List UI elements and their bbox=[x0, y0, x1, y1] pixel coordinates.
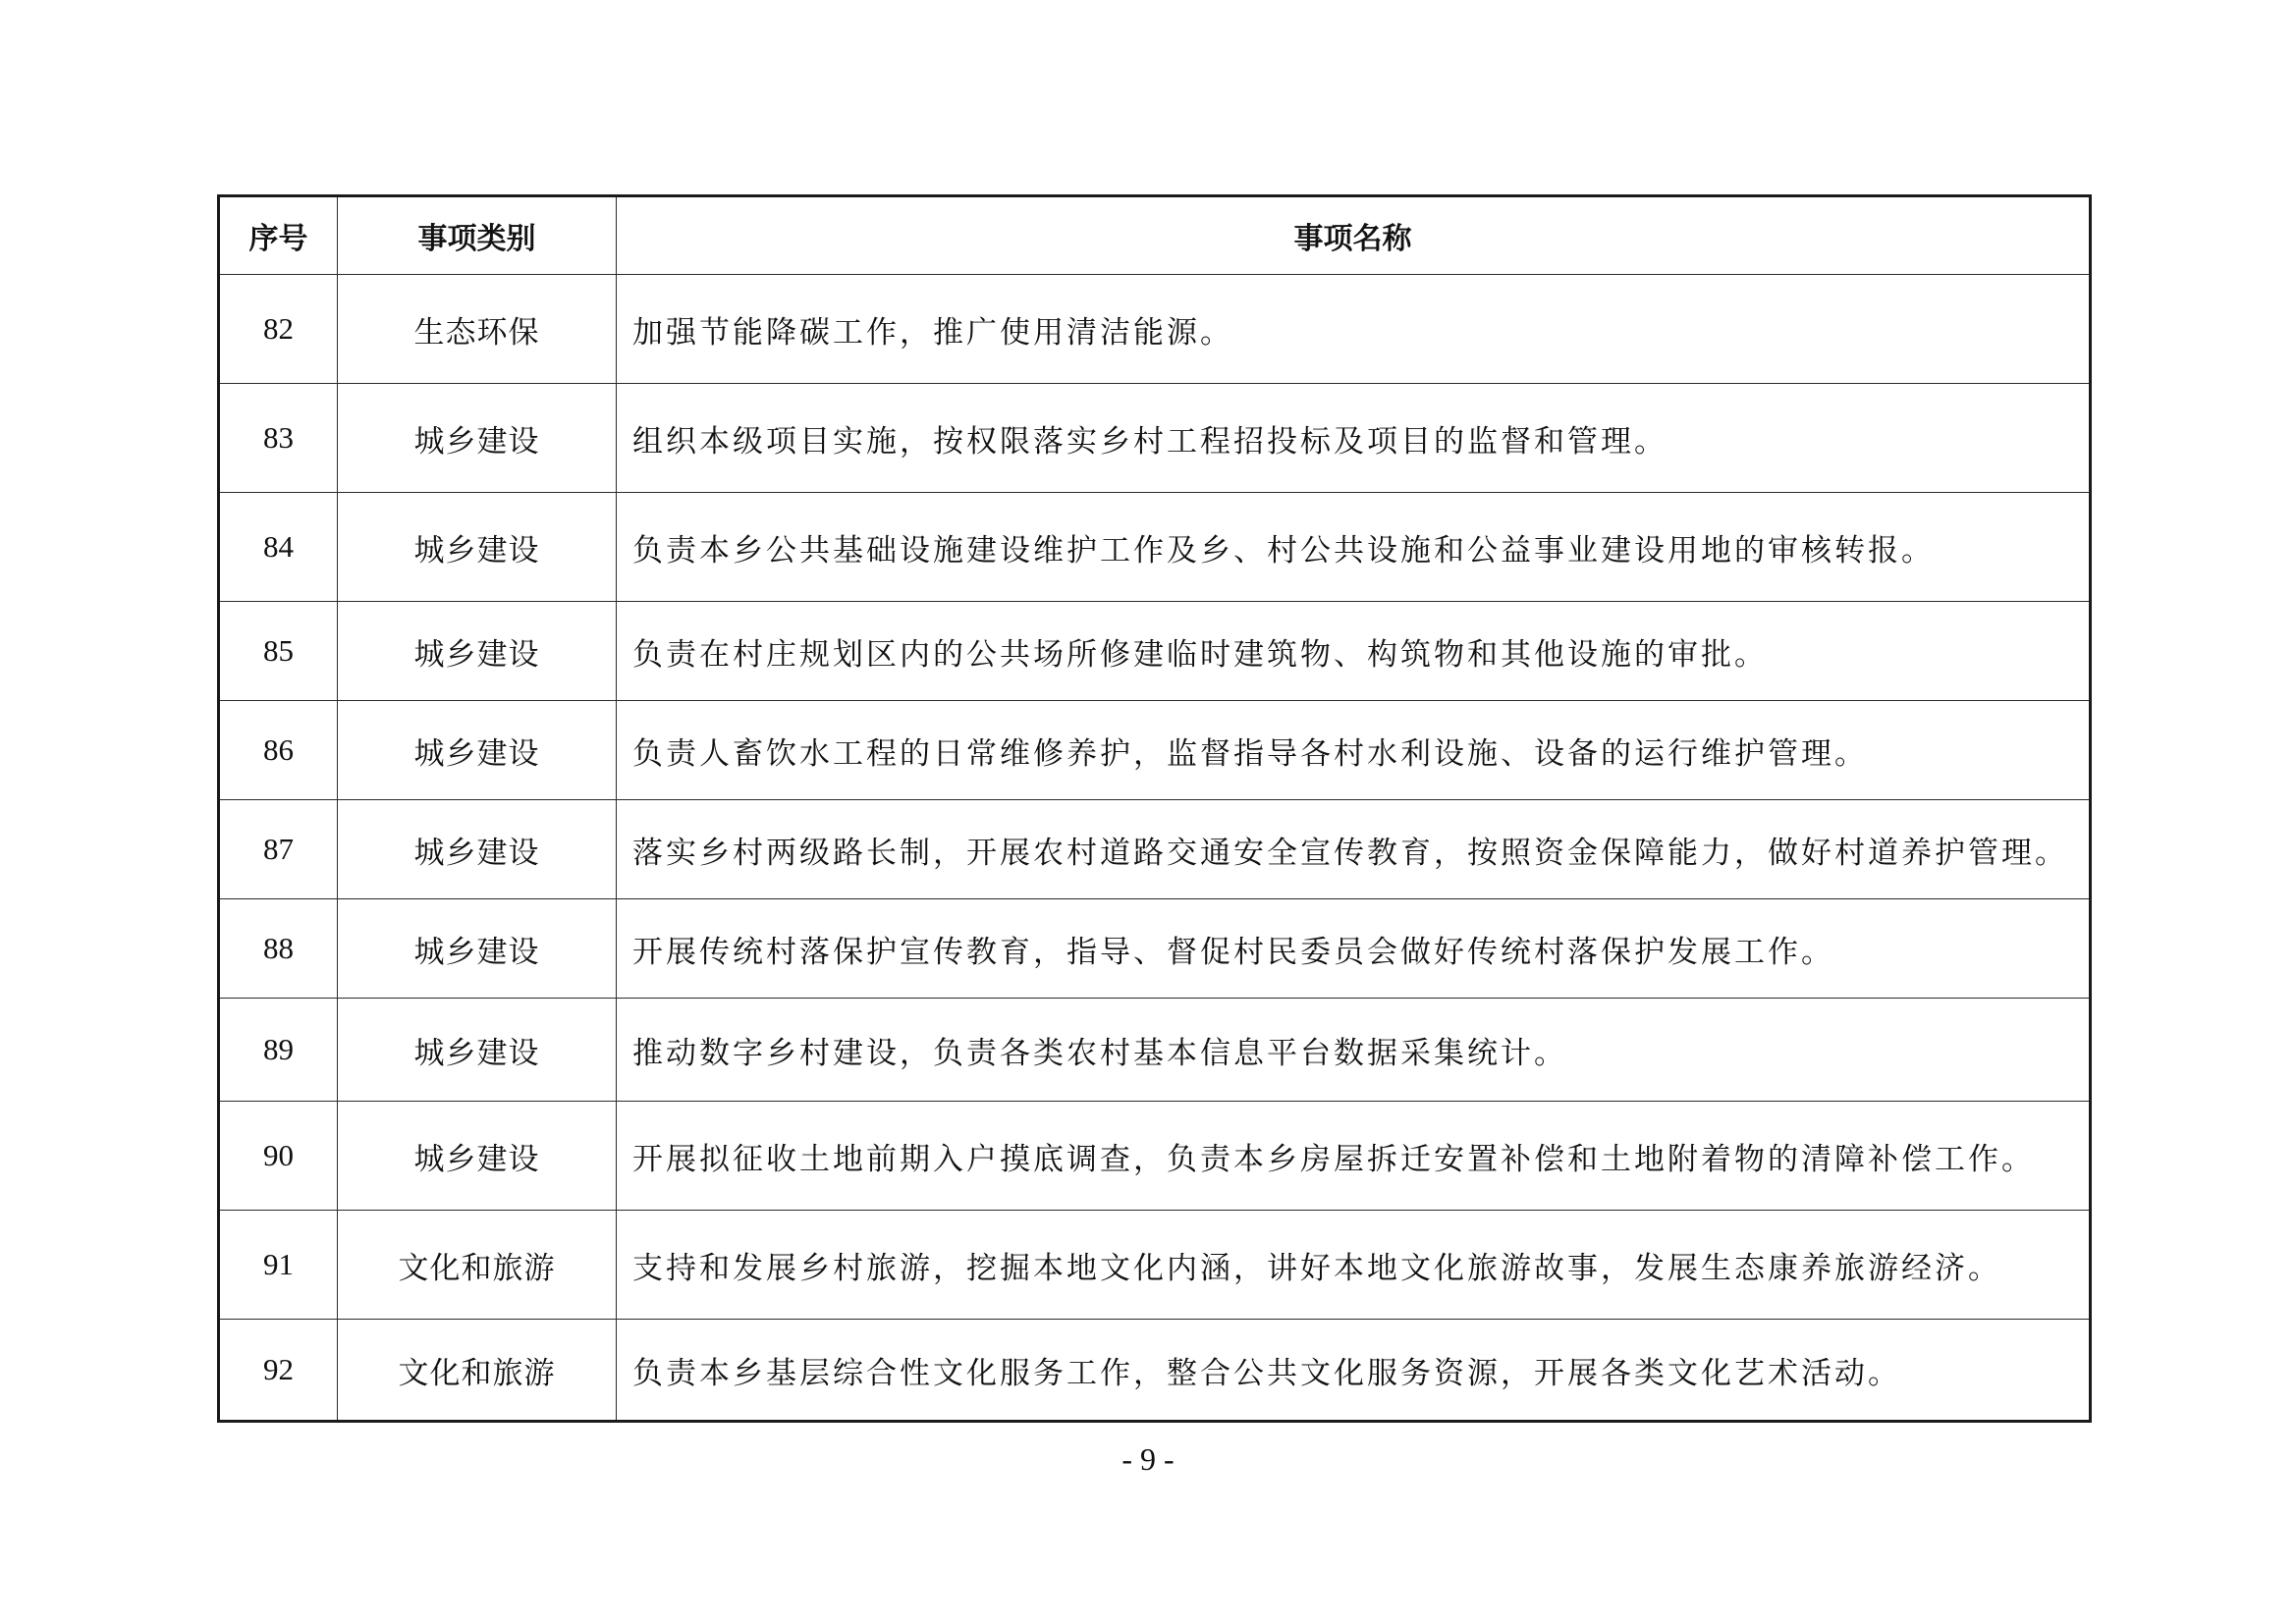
table-row bbox=[219, 602, 2091, 701]
table-row bbox=[219, 384, 2091, 493]
row-category: 城乡建设 bbox=[338, 899, 617, 999]
row-matter-name: 加强节能降碳工作，推广使用清洁能源。 bbox=[617, 275, 2091, 384]
row-matter-name: 开展拟征收土地前期入户摸底调查，负责本乡房屋拆迁安置补偿和土地附着物的清障补偿工作。 bbox=[617, 1102, 2091, 1211]
row-serial-number: 91 bbox=[219, 1211, 338, 1320]
row-serial-number: 82 bbox=[219, 275, 338, 384]
table-row bbox=[219, 493, 2091, 602]
row-serial-number: 88 bbox=[219, 899, 338, 999]
row-category: 生态环保 bbox=[338, 275, 617, 384]
row-matter-name: 落实乡村两级路长制，开展农村道路交通安全宣传教育，按照资金保障能力，做好村道养护管理。 bbox=[617, 800, 2091, 899]
header-serial-number: 序号 bbox=[219, 196, 338, 275]
row-category: 城乡建设 bbox=[338, 384, 617, 493]
row-category: 城乡建设 bbox=[338, 1102, 617, 1211]
row-serial-number: 92 bbox=[219, 1320, 338, 1422]
row-matter-name: 支持和发展乡村旅游，挖掘本地文化内涵，讲好本地文化旅游故事，发展生态康养旅游经济。 bbox=[617, 1211, 2091, 1320]
row-serial-number: 87 bbox=[219, 800, 338, 899]
table-row bbox=[219, 1211, 2091, 1320]
row-serial-number: 86 bbox=[219, 701, 338, 800]
header-matter-name: 事项名称 bbox=[617, 196, 2091, 275]
row-matter-name: 组织本级项目实施，按权限落实乡村工程招投标及项目的监督和管理。 bbox=[617, 384, 2091, 493]
table-row bbox=[219, 899, 2091, 999]
row-category: 城乡建设 bbox=[338, 493, 617, 602]
row-matter-name: 负责在村庄规划区内的公共场所修建临时建筑物、构筑物和其他设施的审批。 bbox=[617, 602, 2091, 701]
row-matter-name: 开展传统村落保护宣传教育，指导、督促村民委员会做好传统村落保护发展工作。 bbox=[617, 899, 2091, 999]
row-serial-number: 83 bbox=[219, 384, 338, 493]
row-category: 城乡建设 bbox=[338, 602, 617, 701]
row-serial-number: 90 bbox=[219, 1102, 338, 1211]
row-matter-name: 负责本乡公共基础设施建设维护工作及乡、村公共设施和公益事业建设用地的审核转报。 bbox=[617, 493, 2091, 602]
row-matter-name: 负责人畜饮水工程的日常维修养护，监督指导各村水利设施、设备的运行维护管理。 bbox=[617, 701, 2091, 800]
matters-table bbox=[217, 194, 2092, 1423]
table-header-row bbox=[219, 196, 2091, 275]
table-row bbox=[219, 1102, 2091, 1211]
row-serial-number: 85 bbox=[219, 602, 338, 701]
table-row bbox=[219, 275, 2091, 384]
row-matter-name: 负责本乡基层综合性文化服务工作，整合公共文化服务资源，开展各类文化艺术活动。 bbox=[617, 1320, 2091, 1422]
row-matter-name: 推动数字乡村建设，负责各类农村基本信息平台数据采集统计。 bbox=[617, 999, 2091, 1102]
table-row bbox=[219, 999, 2091, 1102]
header-matter-category: 事项类别 bbox=[338, 196, 617, 275]
table-row bbox=[219, 800, 2091, 899]
page-number: - 9 - bbox=[1121, 1441, 1175, 1477]
row-category: 城乡建设 bbox=[338, 999, 617, 1102]
row-category: 城乡建设 bbox=[338, 800, 617, 899]
table-row bbox=[219, 1320, 2091, 1422]
row-serial-number: 89 bbox=[219, 999, 338, 1102]
row-serial-number: 84 bbox=[219, 493, 338, 602]
table-row bbox=[219, 701, 2091, 800]
row-category: 城乡建设 bbox=[338, 701, 617, 800]
row-category: 文化和旅游 bbox=[338, 1320, 617, 1422]
row-category: 文化和旅游 bbox=[338, 1211, 617, 1320]
